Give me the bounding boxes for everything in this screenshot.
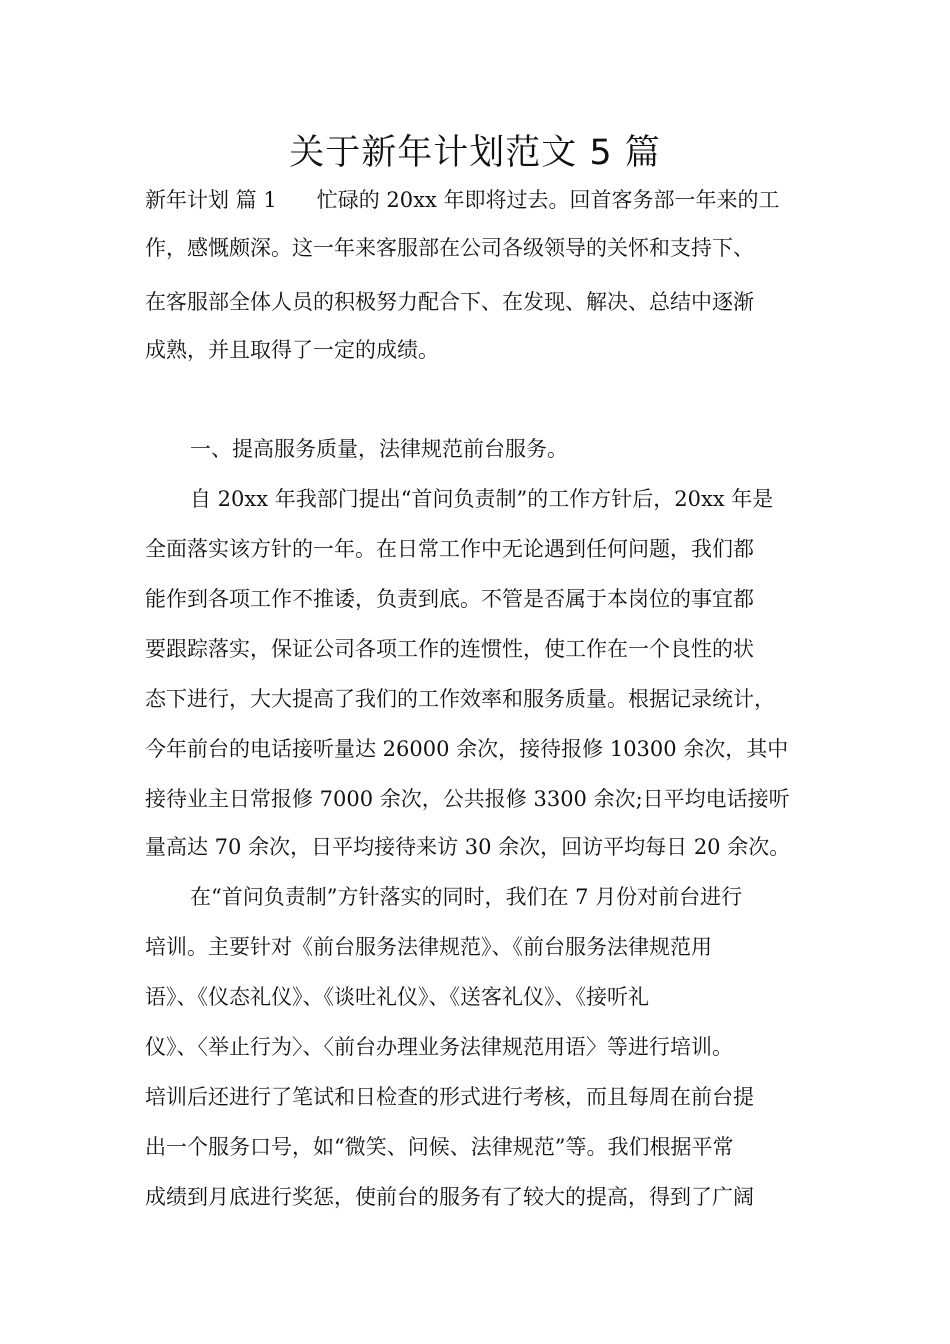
paragraph1-line-2: 全面落实该方针的一年。在日常工作中无论遇到任何问题，我们都 (145, 537, 754, 561)
paragraph2-line-2: 培训。主要针对《前台服务法律规范》、《前台服务法律规范用 (145, 935, 712, 959)
paragraph2-line-4: 仪》、〈举止行为〉、〈前台办理业务法律规范用语〉等进行培训。 (145, 1035, 733, 1059)
paragraph1-line-4: 要跟踪落实，保证公司各项工作的连惯性，使工作在一个良性的状 (145, 637, 754, 661)
intro-text-1: 忙碌的 20xx 年即将过去。回首客务部一年来的工 (316, 188, 780, 212)
intro-line-1 (145, 185, 835, 215)
paragraph1-line-8: 量高达 70 余次，日平均接待来访 30 余次，回访平均每日 20 余次。 (145, 835, 791, 859)
paragraph2-line-5: 培训后还进行了笔试和日检查的形式进行考核，而且每周在前台提 (145, 1085, 754, 1109)
section-heading: 一、提高服务质量，法律规范前台服务。 (190, 437, 568, 461)
paragraph2-line-7: 成绩到月底进行奖惩，使前台的服务有了较大的提高，得到了广阔 (145, 1185, 754, 1209)
paragraph2-line-6: 出一个服务口号，如“微笑、问候、法律规范”等。我们根据平常 (145, 1135, 734, 1159)
paragraph2-line-1: 在“首问负责制”方针落实的同时，我们在 7 月份对前台进行 (190, 885, 743, 909)
paragraph1-line-1: 自 20xx 年我部门提出“首问负责制”的工作方针后，20xx 年是 (190, 487, 774, 511)
document-title: 关于新年计划范文 5 篇 (289, 133, 661, 173)
paragraph1-line-6: 今年前台的电话接听量达 26000 余次，接待报修 10300 余次，其中 (145, 737, 789, 761)
intro-line-2: 作，感慨颇深。这一年来客服部在公司各级领导的关怀和支持下、 (145, 236, 754, 260)
paragraph2-line-3: 语》、《仪态礼仪》、《谈吐礼仪》、《送客礼仪》、《接听礼 (145, 985, 649, 1009)
intro-label: 新年计划 篇 1 (145, 188, 277, 212)
paragraph1-line-3: 能作到各项工作不推诿，负责到底。不管是否属于本岗位的事宜都 (145, 587, 754, 611)
paragraph1-line-5: 态下进行，大大提高了我们的工作效率和服务质量。根据记录统计， (145, 687, 775, 711)
intro-line-3: 在客服部全体人员的积极努力配合下、在发现、解决、总结中逐渐 (145, 290, 754, 314)
intro-line-4: 成熟，并且取得了一定的成绩。 (145, 338, 439, 362)
paragraph1-line-7: 接待业主日常报修 7000 余次，公共报修 3300 余次;日平均电话接听 (145, 787, 790, 811)
